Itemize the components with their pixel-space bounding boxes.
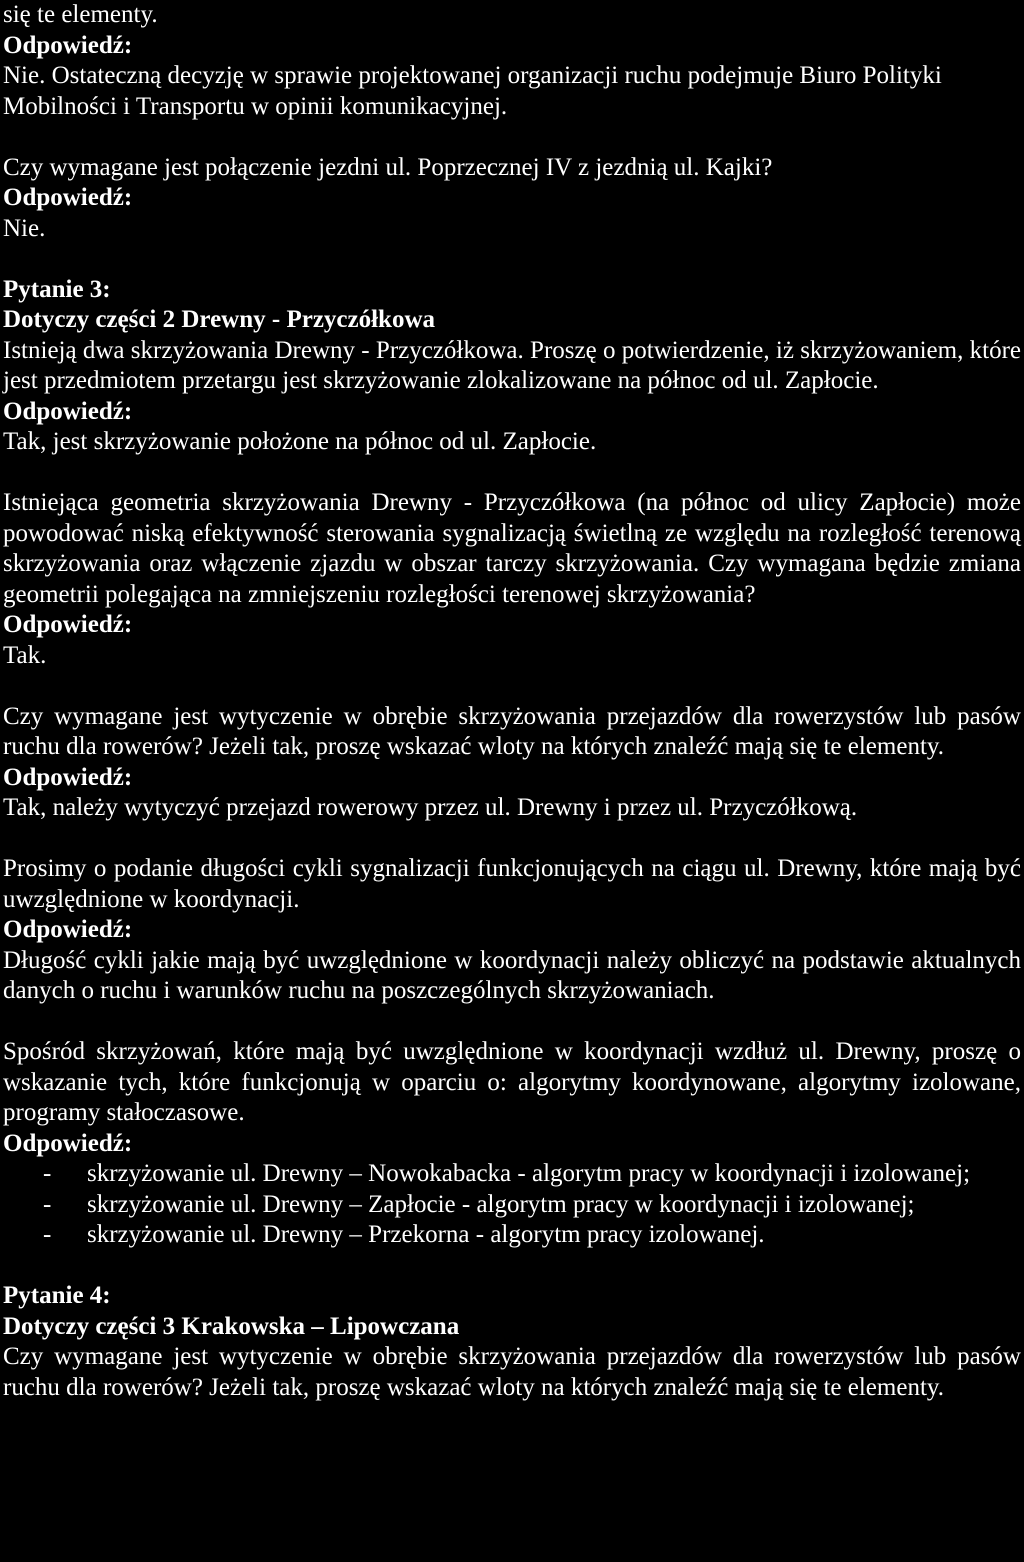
question-heading: Pytanie 4:	[3, 1282, 111, 1309]
question-subheading: Dotyczy części 2 Drewny - Przyczółkowa	[3, 306, 436, 333]
answer-text: Długość cykli jakie mają być uwzględnione w koordynacji należy obliczyć na podstawie aktualnych danych o ruchu i warunków ruchu na poszczególnych skrzyżowaniach.	[3, 946, 1021, 1004]
question-text: Czy wymagane jest wytyczenie w obrębie skrzyżowania przejazdów dla rowerzystów lub pasów ruchu dla rowerów? Jeżeli tak, proszę wskazać wloty na których znaleźć mają się te elementy.	[3, 1343, 1021, 1401]
list-item	[3, 1190, 1021, 1221]
dash-bullet: -	[43, 1190, 52, 1218]
question-text: Czy wymagane jest połączenie jezdni ul. Poprzecznej IV z jezdnią ul. Kajki?	[3, 153, 773, 181]
answer-list	[3, 1159, 1021, 1251]
dash-bullet: -	[43, 1221, 52, 1248]
list-item	[3, 1159, 1021, 1190]
answer-label: Odpowiedź:	[3, 31, 133, 59]
list-item-text: skrzyżowanie ul. Drewny – Zapłocie - algorytm pracy w koordynacji i izolowanej;	[87, 1190, 915, 1218]
answer-text: Tak, należy wytyczyć przejazd rowerowy przez ul. Drewny i przez ul. Przyczółkową.	[3, 794, 858, 821]
question-text: Istniejąca geometria skrzyżowania Drewny - Przyczółkowa (na północ od ulicy Zapłocie) może powodować niską efektywność sterowania sygnalizacją świetlną ze względu na rozległość terenową skrzyżowania oraz włączenie zjazdu w obszar tarczy skrzyżowania. Czy wymagana będzie zmiana geometrii polegająca na zmniejszeniu rozległości terenowej skrzyżowania?	[3, 489, 1021, 608]
answer-text: Tak.	[3, 641, 47, 669]
answer-label: Odpowiedź:	[3, 1129, 133, 1157]
question-heading: Pytanie 3:	[3, 275, 111, 303]
answer-label: Odpowiedź:	[3, 611, 133, 638]
list-item	[3, 1220, 1021, 1251]
answer-label: Odpowiedź:	[3, 763, 133, 791]
answer-text: Nie.	[3, 214, 46, 242]
list-item-text: skrzyżowanie ul. Drewny – Nowokabacka - algorytm pracy w koordynacji i izolowanej;	[87, 1160, 971, 1187]
question-text: Czy wymagane jest wytyczenie w obrębie skrzyżowania przejazdów dla rowerzystów lub pasów ruchu dla rowerów? Jeżeli tak, proszę wskazać wloty na których znaleźć mają się te elementy.	[3, 702, 1021, 760]
answer-text: Tak, jest skrzyżowanie położone na północ od ul. Zapłocie.	[3, 428, 597, 455]
question-text: Istnieją dwa skrzyżowania Drewny - Przyczółkowa. Proszę o potwierdzenie, iż skrzyżowaniem, które jest przedmiotem przetargu jest skrzyżowanie zlokalizowane na północ od ul. Zapłocie.	[3, 336, 1021, 394]
list-item-text: skrzyżowanie ul. Drewny – Przekorna - algorytm pracy izolowanej.	[87, 1221, 765, 1248]
dash-bullet: -	[43, 1160, 52, 1187]
question-text: Spośród skrzyżowań, które mają być uwzględnione w koordynacji wzdłuż ul. Drewny, proszę o wskazanie tych, które funkcjonują w oparciu o: algorytmy koordynowane, algorytmy izolowane, programy stałoczasowe.	[3, 1038, 1021, 1126]
answer-text: Nie. Ostateczną decyzję w sprawie projektowanej organizacji ruchu podejmuje Biuro Polityki Mobilności i Transportu w opinii komunikacyjnej.	[3, 62, 942, 120]
answer-label: Odpowiedź:	[3, 184, 133, 211]
text-fragment: się te elementy.	[3, 1, 158, 28]
question-subheading: Dotyczy części 3 Krakowska – Lipowczana	[3, 1312, 460, 1340]
question-text: Prosimy o podanie długości cykli sygnalizacji funkcjonujących na ciągu ul. Drewny, które mają być uwzględnione w koordynacji.	[3, 855, 1021, 913]
answer-label: Odpowiedź:	[3, 916, 133, 943]
answer-label: Odpowiedź:	[3, 397, 133, 425]
